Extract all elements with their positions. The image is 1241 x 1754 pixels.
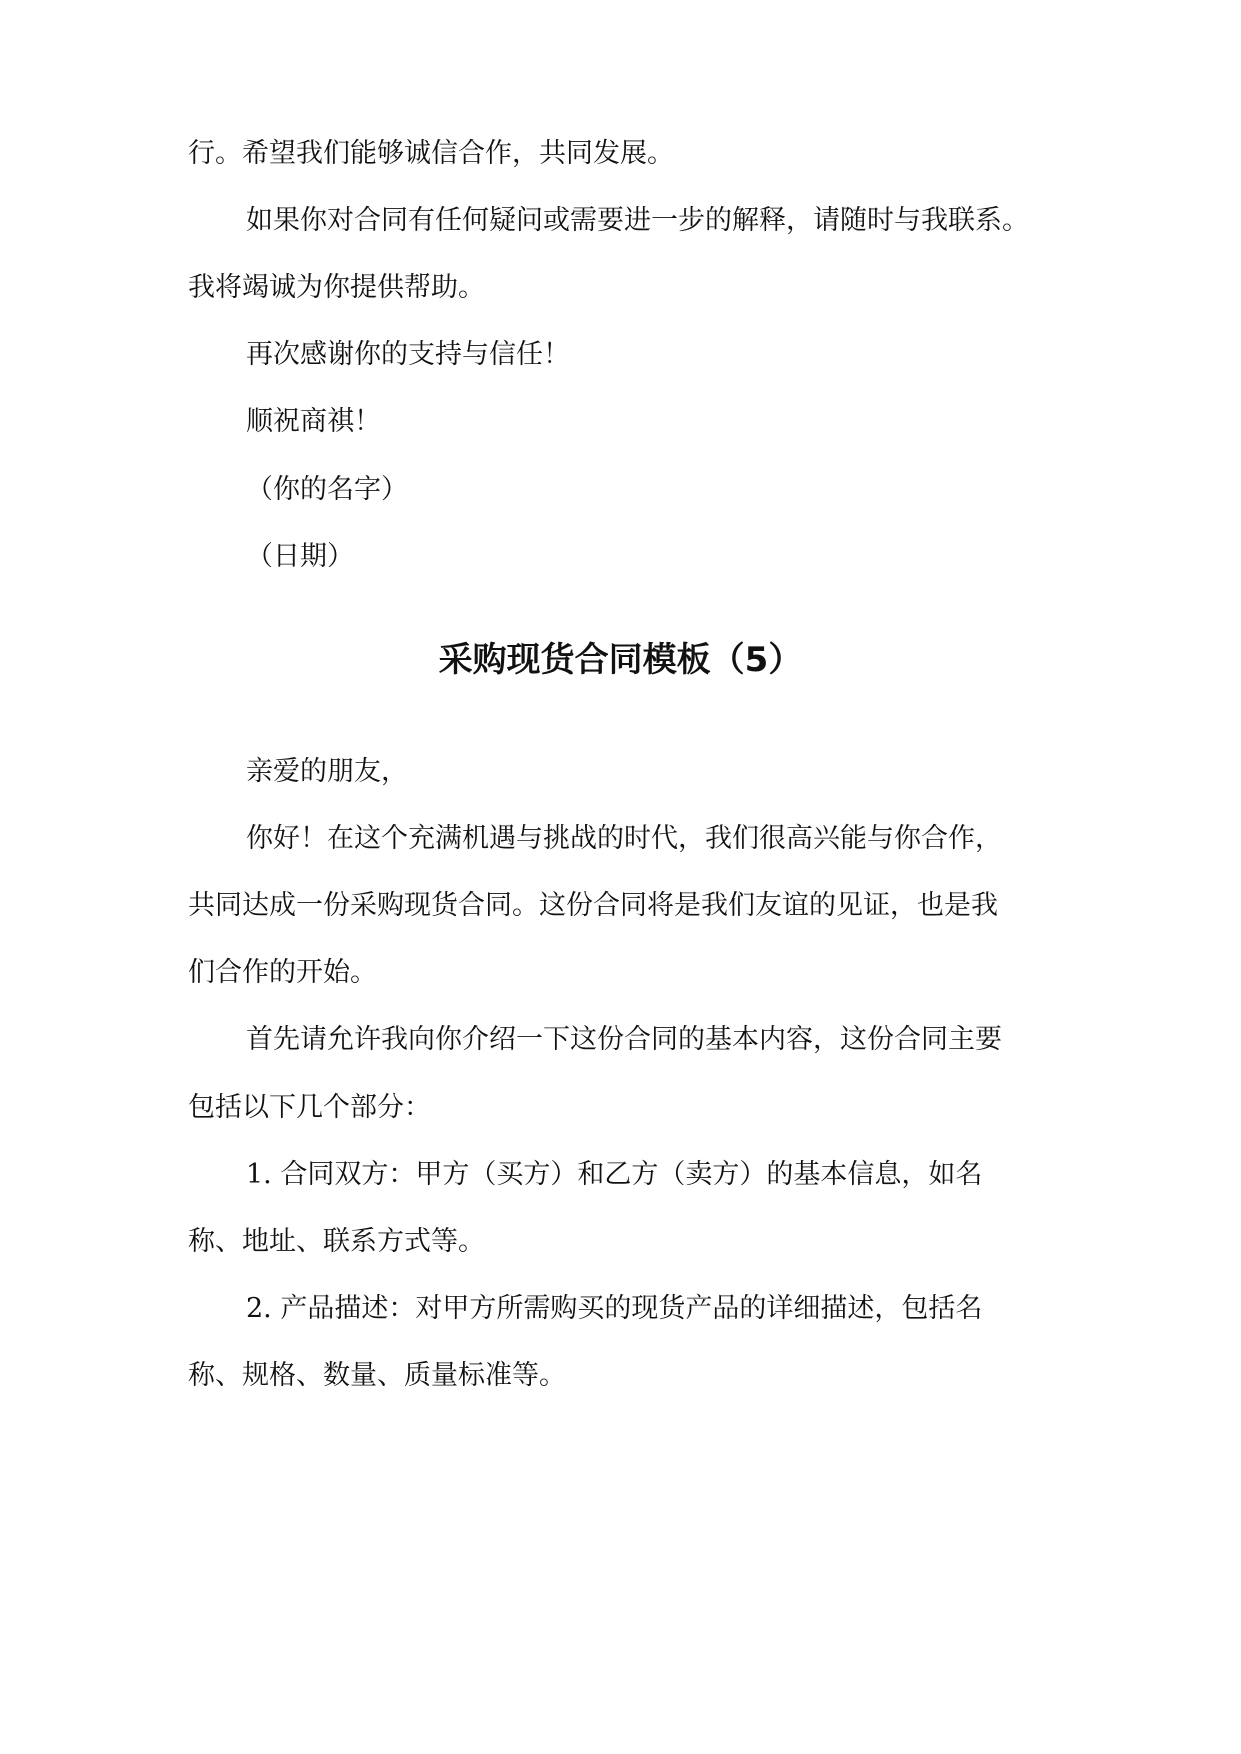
list-item-line: 1. 合同双方：甲方（买方）和乙方（卖方）的基本信息，如名	[246, 1159, 983, 1190]
paragraph-line: 行。希望我们能够诚信合作，共同发展。	[188, 138, 674, 169]
closing-line: 顺祝商祺！	[246, 406, 381, 437]
paragraph-line: 们合作的开始。	[188, 957, 377, 988]
section-heading: 采购现货合同模板（5）	[438, 640, 803, 680]
list-item-line: 称、规格、数量、质量标准等。	[188, 1360, 566, 1391]
greeting-line: 亲爱的朋友，	[246, 756, 408, 787]
list-item-line: 称、地址、联系方式等。	[188, 1226, 485, 1257]
signature-date-placeholder: （日期）	[246, 541, 354, 572]
paragraph-line: 共同达成一份采购现货合同。这份合同将是我们友谊的见证，也是我	[188, 890, 998, 921]
signature-name-placeholder: （你的名字）	[246, 474, 408, 505]
paragraph-line: 再次感谢你的支持与信任！	[246, 339, 570, 370]
paragraph-line: 如果你对合同有任何疑问或需要进一步的解释，请随时与我联系。	[246, 205, 1029, 236]
paragraph-line: 你好！在这个充满机遇与挑战的时代，我们很高兴能与你合作，	[246, 823, 1002, 854]
paragraph-line: 首先请允许我向你介绍一下这份合同的基本内容，这份合同主要	[246, 1024, 1002, 1055]
paragraph-line: 我将竭诚为你提供帮助。	[188, 272, 485, 303]
list-item-line: 2. 产品描述：对甲方所需购买的现货产品的详细描述，包括名	[246, 1293, 983, 1324]
paragraph-line: 包括以下几个部分：	[188, 1092, 431, 1123]
